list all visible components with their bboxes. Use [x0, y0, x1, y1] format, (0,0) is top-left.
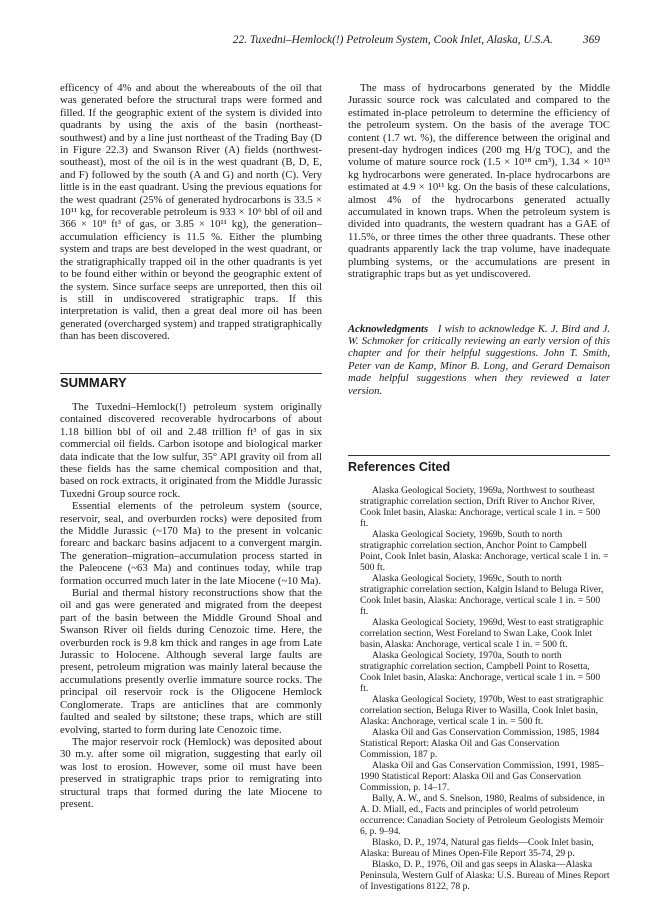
continuation-paragraph: efficency of 4% and about the whereabouts of the oil that was generated before the structural traps were formed and filled. If the geographic extent of the system is divided into quadrants by using the axis of the basin (northeast-southwest) and by a line just northeast of the Trading Bay (D in Figure 22.3) and Swanson River (A) fields (northwest-southeast), most of the oil is in the west quadrant (B, D, E, and F) followed by the south (A and G) and north (C). Very little is in the east quadrant. Using the previous equations for the west quadrant (25% of generated hydrocarbons is 33.5 × 10¹¹ kg, for recoverable petroleum is 933 × 10⁶ bbl of oil and 366 × 10⁹ ft³ of gas, or 3.85 × 10¹¹ kg), the generation–accumulation efficiency is 11.5 %. Either the plumbing system and traps are best developed in the west quadrant, or the stratigraphically trapped oil in the other quadrants is yet to be found either within or beyond the geographic extent of the system. Since surface seeps are unreported, then this oil is still in undiscovered stratigraphic traps. If this interpretation is valid, then a great deal more oil has been generated (overcharged system) and trapped stratigraphically than has been discovered.	[60, 82, 322, 343]
acknowledgments-label: Acknowledgments	[348, 322, 429, 335]
running-header	[60, 34, 600, 46]
acknowledgments	[348, 323, 610, 397]
summary-paragraph: The Tuxedni–Hemlock(!) petroleum system originally contained discovered recoverable hydrocarbons of about 1.18 billion bbl of oil and 2.48 trillion ft³ of gas in six commercial oil fields. Carbon isotope and biological marker data indicate that the low sulfur, 35° API gravity oil from all these fields has the same chemical composition and that, based on rock extracts, it originated from the Middle Jurassic Tuxedni Group source rock.	[60, 400, 322, 500]
summary-paragraph: The major reservoir rock (Hemlock) was deposited about 30 m.y. after some oil migration, suggesting that early oil was lost to erosion. However, some oil must have been preserved in stratigraphic traps prior to remigrating into structural traps that formed during the late Miocene to present.	[60, 735, 322, 810]
reference-item: Alaska Oil and Gas Conservation Commission, 1991, 1985–1990 Statistical Report: Alaska Oil and Gas Conservation Commission, p. 14–17.	[360, 760, 605, 794]
efficiency-paragraph: The mass of hydrocarbons generated by the Middle Jurassic source rock was calculated and compared to the estimated in-place petroleum to determine the efficiency of the petroleum system. On the basis of the average TOC content (1.7 wt. %), the difference between the original and present-day hydrogen indices (200 mg H/g TOC), and the volume of mature source rock (1.5 × 10¹⁸ cm³), 1.34 × 10¹³ kg hydrocarbons were generated. In-place hydrocarbons are estimated at 4.9 × 10¹¹ kg. On the basis of these calculations, almost 4% of the hydrocarbons generated actually accumulated in known traps. When the petroleum system is divided into quadrants, the western quadrant has a GAE of 11.5%, or three times the other three quadrants. These other quadrants apparently lack the trap volume, have inadequate plumbing systems, or the accumulations are present in stratigraphic traps but as yet undiscovered.	[348, 82, 610, 281]
reference-item: Alaska Geological Society, 1969d, West to east stratigraphic correlation section, West Foreland to Swan Lake, Cook Inlet basin, Alaska: Anchorage, vertical scale 1 in. = 500 ft.	[360, 617, 604, 651]
section-rule	[348, 455, 610, 456]
reference-item: Alaska Geological Society, 1969a, Northwest to southeast stratigraphic correlation section, Drift River to Anchor River, Cook Inlet basin, Alaska: Anchorage, vertical scale 1 in. = 500 ft.	[360, 485, 601, 530]
reference-item: Blasko, D. P., 1976, Oil and gas seeps in Alaska—Alaska Peninsula, Western Gulf of Alaska: U.S. Bureau of Mines Report of Investigations 8122, 78 p.	[360, 859, 610, 893]
reference-item: Alaska Oil and Gas Conservation Commission, 1985, 1984 Statistical Report: Alaska Oil and Gas Conservation Commission, 187 p.	[360, 727, 600, 761]
summary-heading: SUMMARY	[60, 374, 127, 390]
left-column	[60, 82, 322, 810]
reference-item: Alaska Geological Society, 1970a, South to north stratigraphic correlation section, Campbell Point to Rosetta, Cook Inlet basin, Alaska: Anchorage, vertical scale 1 in. = 500 ft.	[360, 650, 601, 695]
reference-item: Alaska Geological Society, 1969c, South to north stratigraphic correlation section, Kalgin Island to Beluga River, Cook Inlet basin, Alaska: Anchorage, vertical scale 1 in. = 500 ft.	[360, 573, 604, 618]
reference-item: Blasko, D. P., 1974, Natural gas fields—Cook Inlet basin, Alaska: Bureau of Mines Open-File Report 35-74, 29 p.	[360, 837, 594, 860]
right-column	[348, 82, 610, 892]
summary-paragraph: Essential elements of the petroleum system (source, reservoir, seal, and overburden rocks) were deposited from the Middle Jurassic (~170 Ma) to the present in volcanic forearc and backarc basins adjacent to a convergent margin. The generation–migration–accumulation process started in the Paleocene (~63 Ma) and continues today, while trap formation occurred much later in the late Miocene (~10 Ma).	[60, 500, 322, 587]
reference-list	[348, 485, 610, 892]
section-rule	[60, 373, 322, 374]
acknowledgments-text: I wish to acknowledge K. J. Bird and J. W. Schmoker for critically reviewing an early version of this chapter and for their helpful suggestions. John T. Smith, Peter van de Kamp, Minor B. Long, and Gerard Demaison made helpful suggestions when they reviewed a later version.	[348, 322, 611, 397]
summary-paragraph: Burial and thermal history reconstructions show that the oil and gas were generated and migrated from the deepest part of the basin between the Middle Ground Shoal and Swanson River oil fields during Cenozoic time. Here, the overburden rock is 9.8 km thick and ranges in age from Late Jurassic to Holocene. Although several large faults are present, petroleum migration was mainly lateral because the accumulations presently overlie immature source rocks. The principal oil reservoir rock is the Oligocene Hemlock Conglomerate. Traps are anticlines that are commonly faulted and sealed by siltstone; these traps, which are still evolving, started to form during late Cenozoic time.	[60, 587, 322, 736]
references-heading: References Cited	[348, 459, 451, 474]
page-number: 369	[582, 34, 600, 46]
reference-item: Alaska Geological Society, 1970b, West to east stratigraphic correlation section, Beluga River to Wasilla, Cook Inlet basin, Alaska: Anchorage, vertical scale 1 in. = 500 ft.	[360, 694, 604, 728]
reference-item: Alaska Geological Society, 1969b, South to north stratigraphic correlation section, Anchor Point to Campbell Point, Cook Inlet basin, Alaska: Anchorage, vertical scale 1 in. = 500 ft.	[360, 529, 609, 574]
running-title: 22. Tuxedni–Hemlock(!) Petroleum System, Cook Inlet, Alaska, U.S.A.	[232, 34, 553, 46]
reference-item: Bally, A. W., and S. Snelson, 1980, Realms of subsidence, in A. D. Miall, ed., Facts and principles of world petroleum occurrence: Canadian Society of Petroleum Geologists Memoir 6, p. 9–94.	[360, 793, 605, 838]
